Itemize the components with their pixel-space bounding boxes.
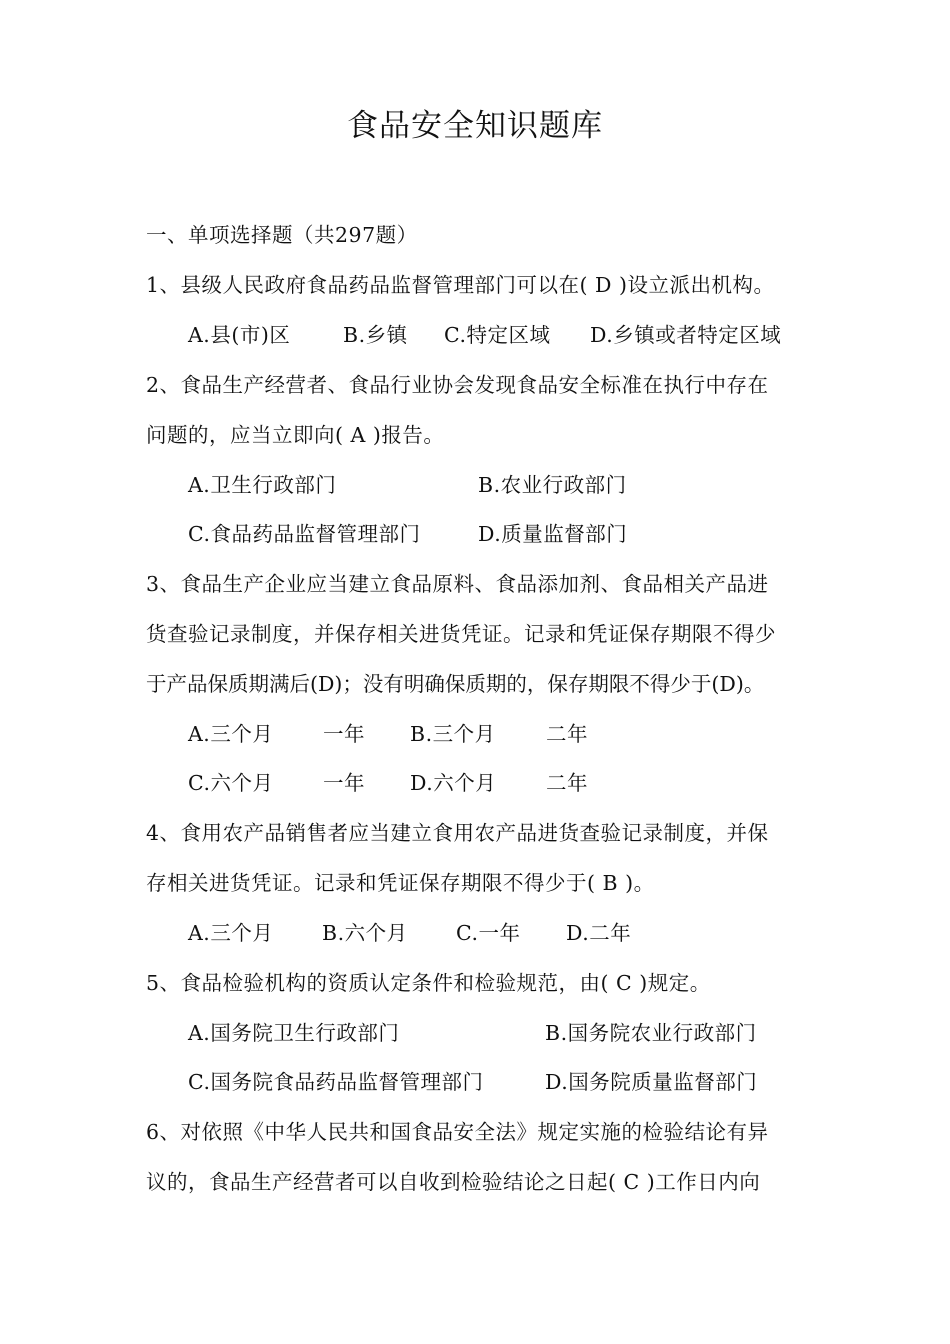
document-title: 食品安全知识题库 [347, 108, 603, 144]
question-5-option-d: D.国务院质量监督部门 [545, 1070, 758, 1094]
question-3-option-a-term: 一年 [323, 722, 365, 746]
question-3-text-line-1: 3、食品生产企业应当建立食品原料、食品添加剂、食品相关产品进 [146, 572, 769, 596]
question-1-text: 1、县级人民政府食品药品监督管理部门可以在( D )设立派出机构。 [146, 273, 775, 297]
question-4-option-d: D.二年 [566, 921, 632, 945]
question-4-option-c: C.一年 [456, 921, 521, 945]
question-1-option-d: D.乡镇或者特定区域 [590, 323, 782, 347]
question-1-option-b: B.乡镇 [343, 323, 408, 347]
question-3-option-c-term: 一年 [323, 771, 365, 795]
section-heading: 一、单项选择题（共297题） [146, 223, 418, 247]
question-3-option-d-term: 二年 [546, 771, 588, 795]
question-2-option-b: B.农业行政部门 [478, 473, 627, 497]
question-2-option-c: C.食品药品监督管理部门 [188, 522, 421, 546]
question-4-text-line-2: 存相关进货凭证。记录和凭证保存期限不得少于( B )。 [146, 871, 655, 895]
question-3-text-line-3: 于产品保质期满后(D)；没有明确保质期的，保存期限不得少于(D)。 [146, 672, 765, 696]
question-5-option-b: B.国务院农业行政部门 [545, 1021, 757, 1045]
question-3-option-d: D.六个月 [410, 771, 497, 795]
question-5-text: 5、食品检验机构的资质认定条件和检验规范，由( C )规定。 [146, 971, 711, 995]
question-4-option-a: A.三个月 [188, 921, 274, 945]
question-5-option-a: A.国务院卫生行政部门 [188, 1021, 400, 1045]
question-3-option-c: C.六个月 [188, 771, 274, 795]
question-3-text-line-2: 货查验记录制度，并保存相关进货凭证。记录和凭证保存期限不得少 [146, 622, 776, 646]
question-2-option-a: A.卫生行政部门 [188, 473, 337, 497]
question-5-option-c: C.国务院食品药品监督管理部门 [188, 1070, 484, 1094]
question-3-option-b: B.三个月 [410, 722, 496, 746]
question-3-option-a: A.三个月 [188, 722, 274, 746]
question-6-text-line-2: 议的，食品生产经营者可以自收到检验结论之日起( C )工作日内向 [146, 1170, 761, 1194]
question-2-text-line-2: 问题的，应当立即向( A )报告。 [146, 423, 445, 447]
question-2-text-line-1: 2、食品生产经营者、食品行业协会发现食品安全标准在执行中存在 [146, 373, 769, 397]
question-1-option-a: A.县(市)区 [188, 323, 291, 347]
question-6-text-line-1: 6、对依照《中华人民共和国食品安全法》规定实施的检验结论有异 [146, 1120, 769, 1144]
question-2-option-d: D.质量监督部门 [478, 522, 628, 546]
question-4-text-line-1: 4、食用农产品销售者应当建立食用农产品进货查验记录制度，并保 [146, 821, 769, 845]
question-4-option-b: B.六个月 [322, 921, 408, 945]
question-1-option-c: C.特定区域 [444, 323, 551, 347]
question-3-option-b-term: 二年 [546, 722, 588, 746]
